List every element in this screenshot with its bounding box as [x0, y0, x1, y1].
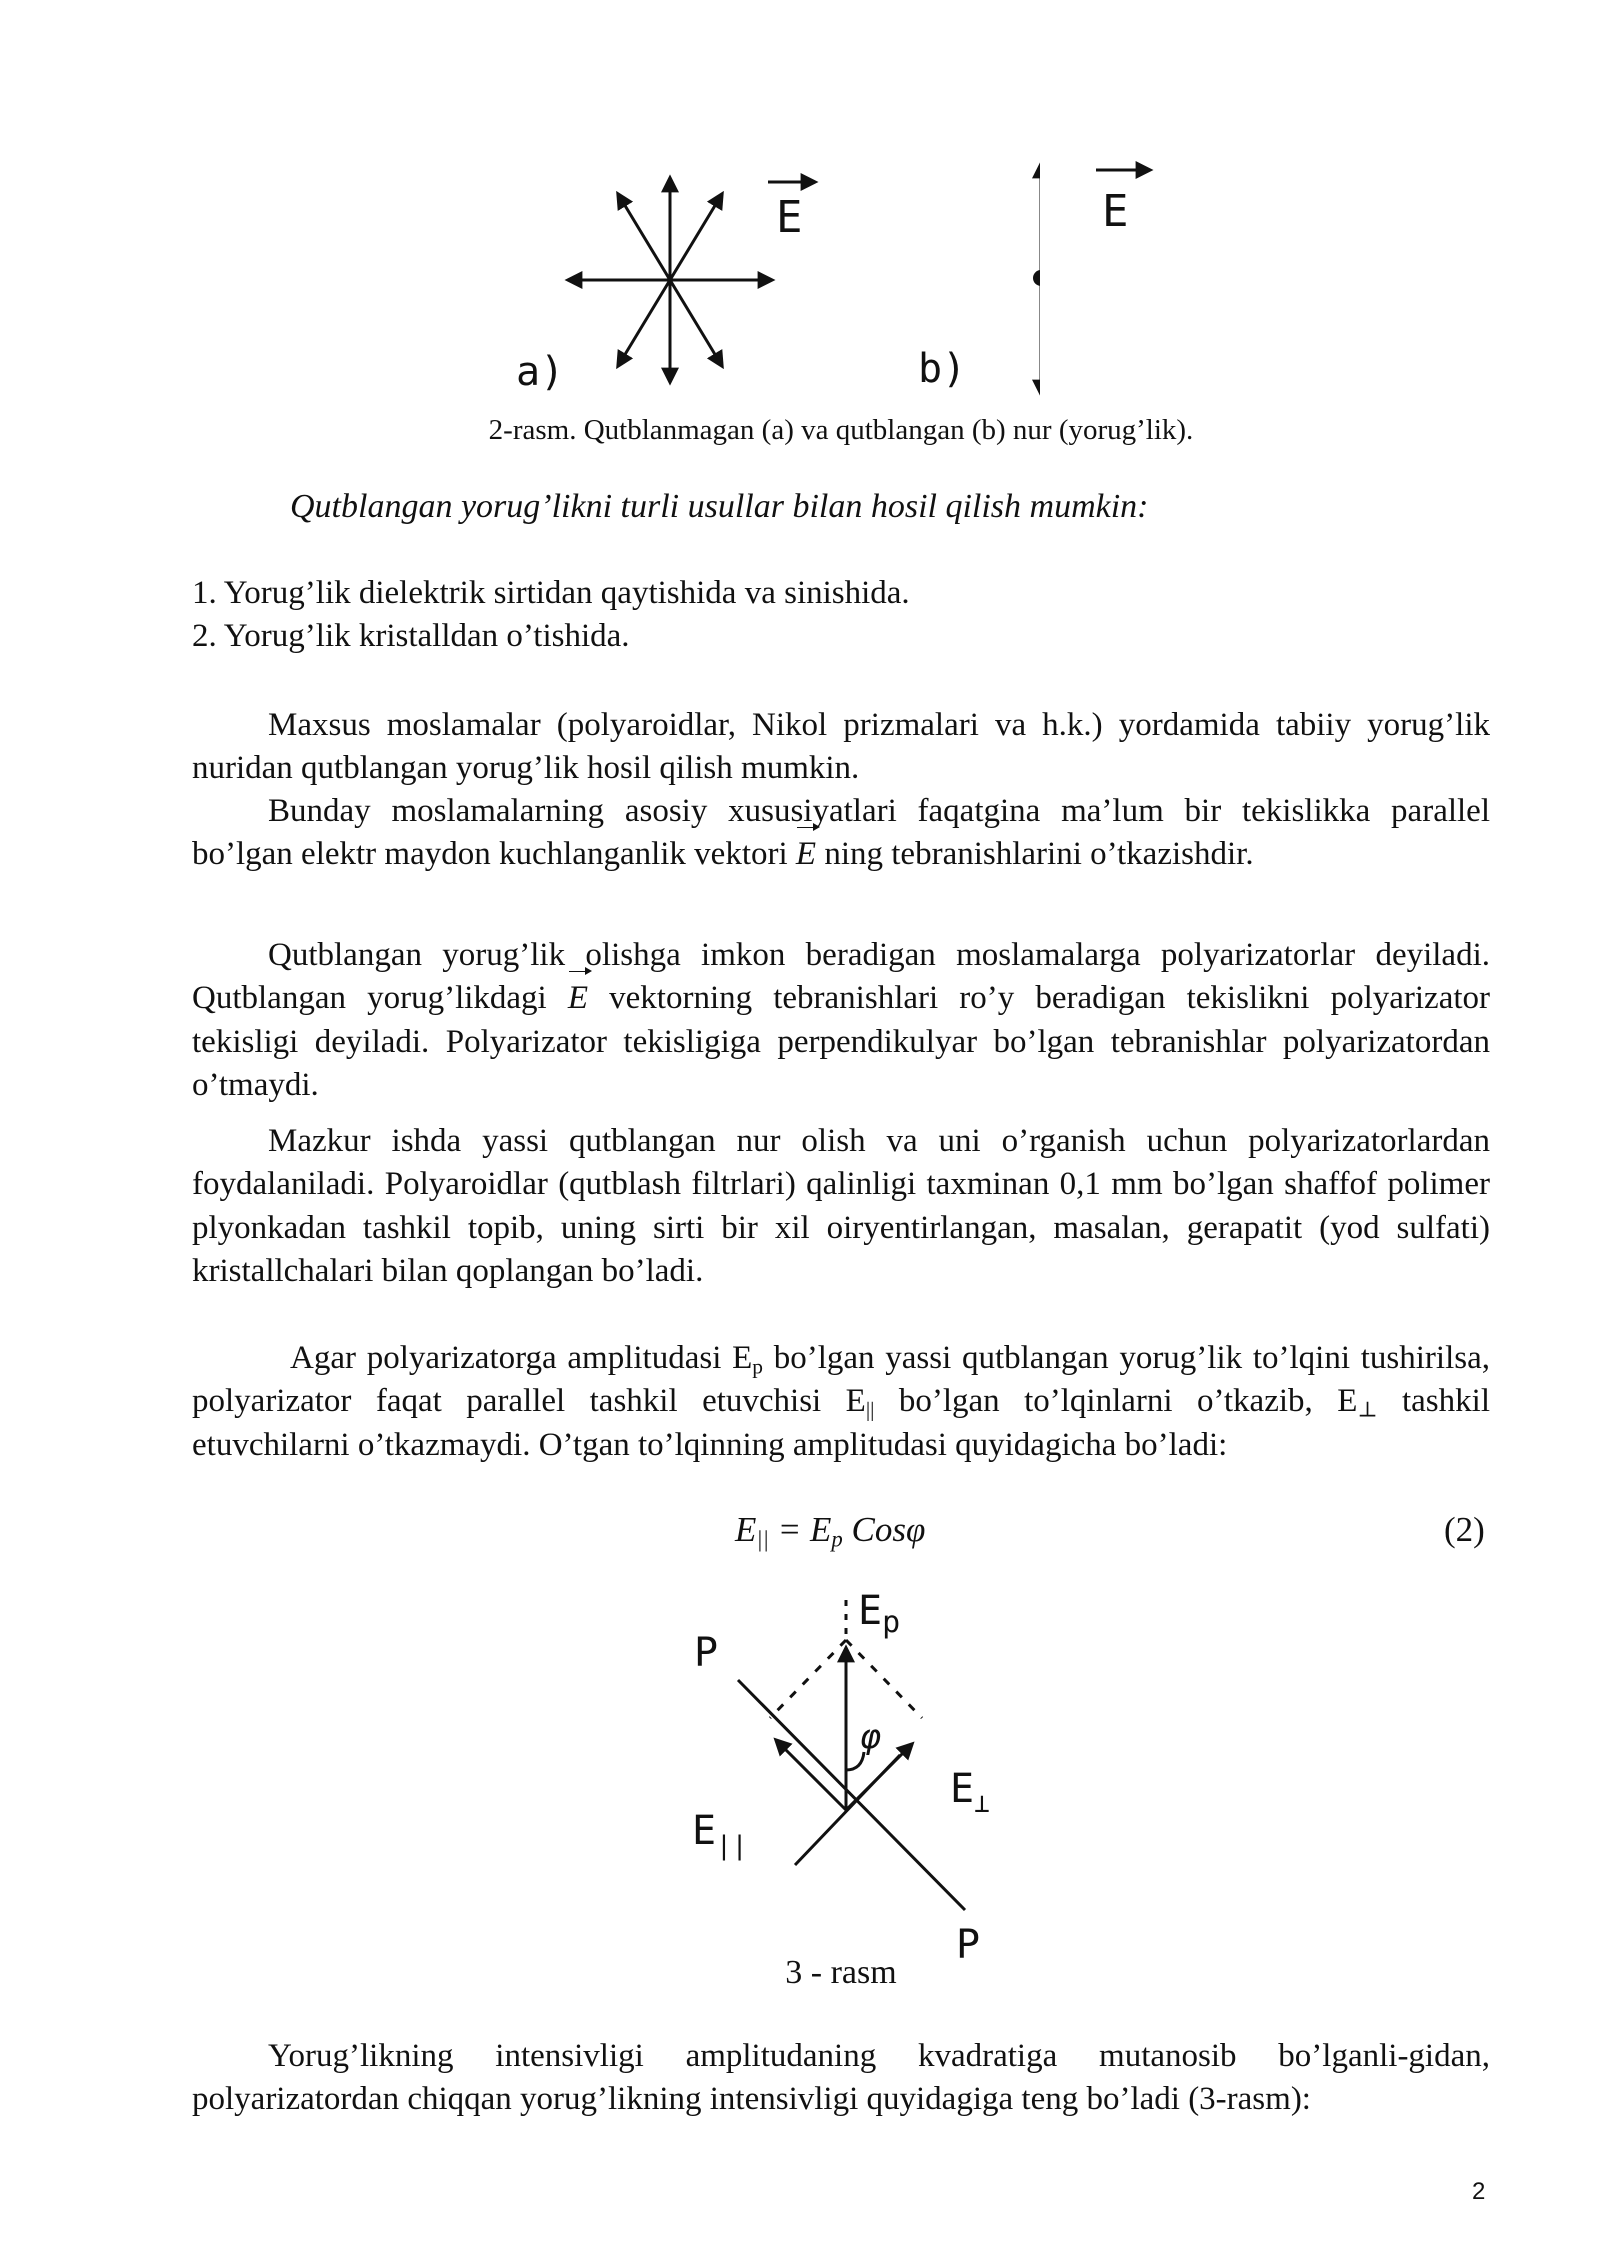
label-e-perp: $E_\perp$	[950, 1766, 990, 1819]
label-p-bottom: P	[956, 1922, 981, 1968]
label-p-top: P	[694, 1630, 719, 1676]
intro-italic: Qutblangan yorug’likni turli usullar bilan hosil qilish mumkin:	[290, 488, 1149, 525]
figure-3-caption: 3 - rasm	[785, 1954, 897, 1991]
label-phi: φ	[860, 1717, 881, 1757]
paragraph-2: Bunday moslamalarning asosiy xususiyatlari faqatgina ma’lum bir tekislikka parallel bo’lgan elektr maydon kuchlanganlik vektori E ning tebranishlarini o’tkazishdir.	[192, 790, 1490, 877]
unpolarized-star	[568, 178, 772, 382]
label-e-par: $E_{||}$	[692, 1808, 748, 1861]
paragraph-6: Yorug’likning intensivligi amplitudaning kvadratiga mutanosib bo’lganli-gidan, polyarizatordan chiqqan yorug’likning intensivligi quyidagiga teng bo’ladi (3-rasm):	[192, 2038, 1490, 2118]
label-a: a)	[516, 349, 565, 395]
svg-text:E: E	[1102, 186, 1129, 237]
formula-number: (2)	[1444, 1510, 1485, 1549]
figure-3	[650, 1580, 1050, 1980]
list-item: 1. Yorug’lik dielektrik sirtidan qaytishida va sinishida.	[192, 575, 910, 611]
polarizer-axis	[738, 1680, 965, 1910]
label-b: b)	[918, 346, 967, 392]
figure-2	[480, 150, 1040, 410]
paragraph-3: Qutblangan yorug’lik olishga imkon beradigan moslamalarga polyarizatorlar deyiladi. Qutblangan yorug’likdagi E vektorning tebranishlari ro’y beradigan tekislikni polyarizator tekisligi deyiladi. Polyarizator tekisligiga perpendikulyar bo’lgan tebranishlar polyarizatordan o’tmaydi.	[192, 937, 1490, 1104]
e-par-vector	[776, 1740, 846, 1810]
list-item: 2. Yorug’lik kristalldan o’tishida.	[192, 618, 630, 654]
formula-2: $E_{||} = E_p$ Cosφ	[735, 1510, 926, 1552]
label-ep: $E_p$	[858, 1588, 901, 1640]
paragraph-1: Maxsus moslamalar (polyaroidlar, Nikol prizmalari va h.k.) yordamida tabiiy yorug’lik nuridan qutblangan yorug’lik hosil qilish mumkin.	[192, 707, 1490, 787]
svg-text:E: E	[776, 192, 803, 243]
vector-e-inline: E	[568, 977, 588, 1020]
vector-e-b	[1090, 158, 1180, 238]
figure-2-caption: 2-rasm. Qutblanmagan (a) va qutblangan (b) nur (yorug’lik).	[488, 414, 1194, 446]
vector-e-a	[768, 182, 815, 243]
paragraph-5: Agar polyarizatorga amplitudasi $E_p$ bo’lgan yassi qutblangan yorug’lik to’lqini tushirilsa, polyarizator faqat parallel tashkil etuvchisi $E_{||}$ bo’lgan to’lqinlarni o’tkazib, $E_\perp$ tashkil etuvchilarni o’tkazmaydi. O’tgan to’lqinning amplitudasi quyidagicha bo’ladi:	[192, 1340, 1490, 1463]
page-number: 2	[1472, 2178, 1486, 2205]
vector-e-inline: E	[796, 833, 816, 876]
polarized-dot	[1033, 270, 1040, 286]
paragraph-4: Mazkur ishda yassi qutblangan nur olish va uni o’rganish uchun polyarizatorlardan foydalaniladi. Polyaroidlar (qutblash filtrlari) qalinligi taxminan 0,1 mm bo’lgan shaffof polimer plyonkadan tashkil topib, uning sirti bir xil oiryentirlangan, masalan, gerapatit (yod sulfati) kristallchalari bilan qoplangan bo’ladi.	[192, 1123, 1490, 1290]
